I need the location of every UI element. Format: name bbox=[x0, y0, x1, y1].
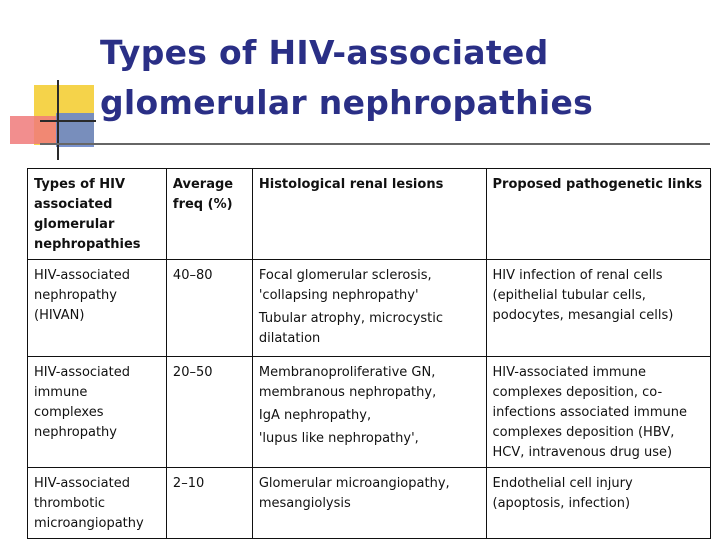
cell-lesions bbox=[252, 260, 486, 357]
cell-type: HIV-associated nephropathy (HIVAN) bbox=[28, 260, 167, 357]
cell-lesions bbox=[252, 468, 486, 539]
slide-title: Types of HIV-associated glomerular nephropathies bbox=[100, 33, 594, 122]
cell-type: HIV-associated immune complexes nephropathy bbox=[28, 357, 167, 468]
header-types: Types of HIV associated glomerular nephropathies bbox=[28, 169, 167, 260]
cell-links: HIV infection of renal cells (epithelial tubular cells, podocytes, mesangial cells) bbox=[486, 260, 710, 357]
table-row bbox=[28, 468, 711, 539]
nephropathy-table bbox=[27, 168, 711, 539]
cell-lesions bbox=[252, 357, 486, 468]
cell-links: Endothelial cell injury (apoptosis, infection) bbox=[486, 468, 710, 539]
table-header-row bbox=[28, 169, 711, 260]
lesion-line: IgA nephropathy, bbox=[258, 408, 372, 423]
lesion-line: Tubular atrophy, microcystic dilatation bbox=[258, 311, 444, 346]
lesion-line: 'lupus like nephropathy', bbox=[258, 431, 419, 446]
decorative-blue-square bbox=[56, 113, 94, 147]
lesion-line: Membranoproliferative GN, membranous nephropathy, bbox=[258, 365, 437, 400]
table-row bbox=[28, 260, 711, 357]
lesion-line: Focal glomerular sclerosis, 'collapsing nephropathy' bbox=[258, 268, 432, 303]
decorative-horizontal-line bbox=[40, 120, 96, 122]
title-divider bbox=[40, 143, 710, 145]
header-frequency: Average freq (%) bbox=[166, 169, 252, 260]
cell-frequency: 20–50 bbox=[166, 357, 252, 468]
cell-frequency: 40–80 bbox=[166, 260, 252, 357]
cell-links: HIV-associated immune complexes deposition, co-infections associated immune complexes deposition (HBV, HCV, intravenous drug use) bbox=[486, 357, 710, 468]
cell-frequency: 2–10 bbox=[166, 468, 252, 539]
header-links: Proposed pathogenetic links bbox=[486, 169, 710, 260]
table-row bbox=[28, 357, 711, 468]
header-lesions: Histological renal lesions bbox=[252, 169, 486, 260]
cell-type: HIV-associated thrombotic microangiopathy bbox=[28, 468, 167, 539]
lesion-line: Glomerular microangiopathy, mesangiolysis bbox=[258, 476, 450, 511]
